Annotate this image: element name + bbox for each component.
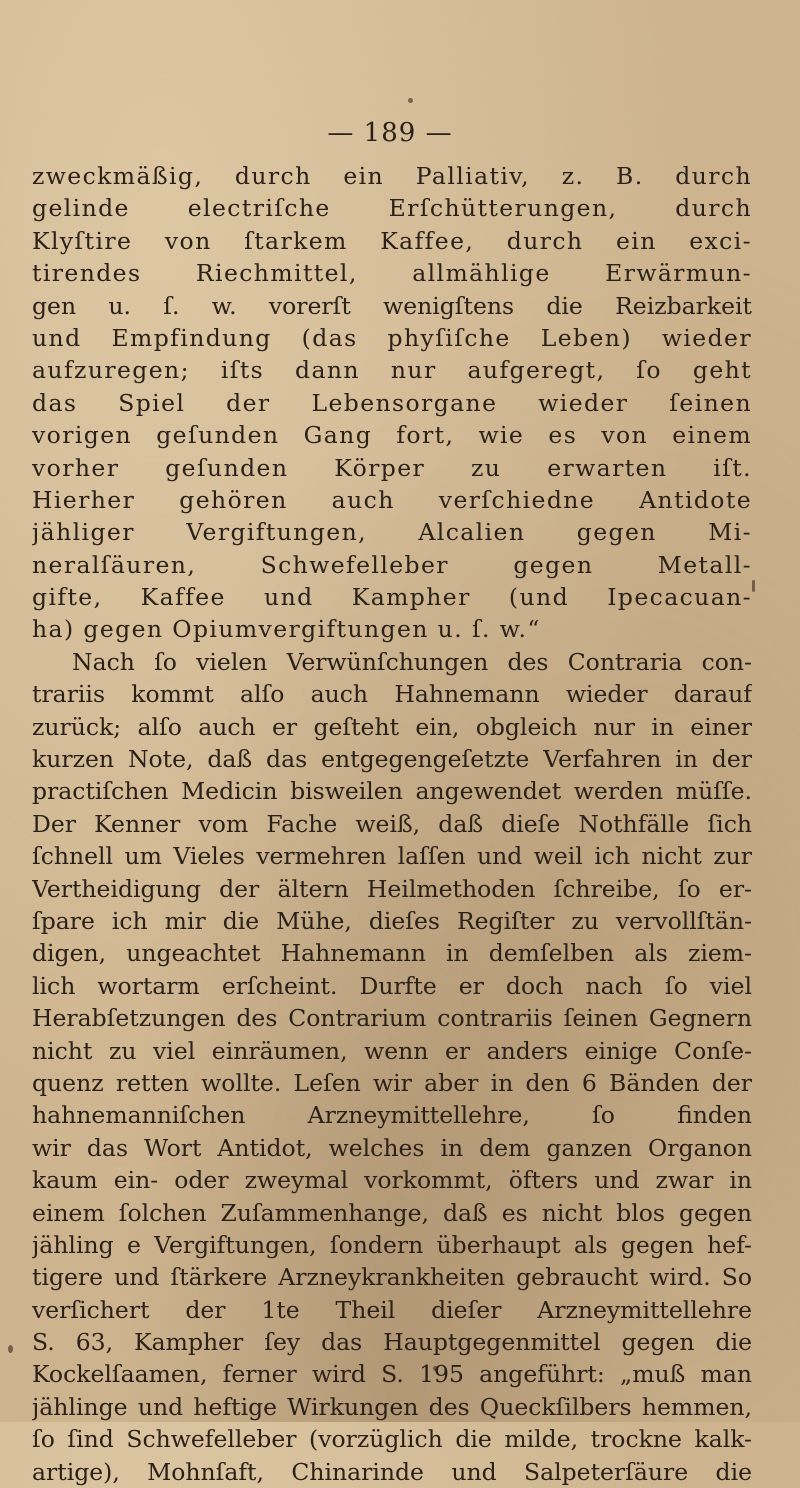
text-line: gelinde electriſche Erſchütterungen, durch bbox=[32, 194, 752, 223]
text-line: trariis kommt alſo auch Hahnemann wieder darauf bbox=[32, 680, 752, 709]
text-line: ſo ſind Schwefelleber (vorzüglich die milde, trockne kalk- bbox=[32, 1425, 752, 1454]
text-line: einem ſolchen Zuſammenhange, daß es nicht blos gegen bbox=[32, 1198, 752, 1227]
text-line: vorher geſunden Körper zu erwarten iſt. bbox=[32, 453, 752, 482]
text-line: Klyſtire von ſtarkem Kaffee, durch ein exci- bbox=[32, 226, 752, 255]
text-line: Vertheidigung der ältern Heilmethoden ſchreibe, ſo er- bbox=[32, 874, 752, 903]
text-line: verſichert der 1te Theil dieſer Arzneymittellehre bbox=[32, 1295, 752, 1324]
text-line: ha) gegen Opiumvergiftungen u. ſ. w.“ bbox=[32, 615, 541, 644]
text-line: und Empfindung (das phyſiſche Leben) wieder bbox=[32, 323, 752, 352]
text-line: Der Kenner vom Fache weiß, daß dieſe Nothfälle ſich bbox=[32, 809, 752, 838]
text-line: Kockelſaamen, ferner wird S. 195 angeführt: „muß man bbox=[32, 1360, 752, 1389]
text-line: tirendes Riechmittel, allmählige Erwärmun- bbox=[32, 259, 752, 288]
text-line: ſchnell um Vieles vermehren laſſen und weil ich nicht zur bbox=[32, 842, 752, 871]
text-line: kaum ein- oder zweymal vorkommt, öfters und zwar in bbox=[32, 1166, 752, 1195]
text-line: practiſchen Medicin bisweilen angewendet werden müſſe. bbox=[32, 777, 752, 806]
text-line: aufzuregen; iſts dann nur aufgeregt, ſo geht bbox=[32, 356, 752, 385]
text-line: vorigen geſunden Gang fort, wie es von einem bbox=[32, 421, 752, 450]
text-line: hahnemanniſchen Arzneymittellehre, ſo finden bbox=[32, 1101, 752, 1130]
text-line: S. 63, Kampher ſey das Hauptgegenmittel gegen die bbox=[32, 1328, 752, 1357]
text-line: zurück; alſo auch er geſteht ein, obgleich nur in einer bbox=[32, 712, 752, 741]
text-line: digen, ungeachtet Hahnemann in demſelben als ziem- bbox=[32, 939, 752, 968]
page-number: — 189 — bbox=[327, 118, 453, 148]
ink-spot bbox=[752, 580, 755, 592]
text-line: lich wortarm erſcheint. Durfte er doch nach ſo viel bbox=[32, 971, 752, 1000]
text-line: das Spiel der Lebensorgane wieder ſeinen bbox=[32, 388, 752, 417]
text-line: gen u. ſ. w. vorerſt wenigſtens die Reizbarkeit bbox=[32, 291, 752, 320]
text-line: quenz retten wollte. Leſen wir aber in den 6 Bänden der bbox=[32, 1068, 752, 1097]
ink-spot bbox=[408, 98, 413, 103]
body-text bbox=[32, 160, 752, 1488]
text-line: Nach ſo vielen Verwünſchungen des Contraria con- bbox=[72, 647, 752, 676]
text-line: Herabſetzungen des Contrarium contrariis ſeinen Gegnern bbox=[32, 1004, 752, 1033]
text-line: tigere und ſtärkere Arzneykrankheiten gebraucht wird. So bbox=[32, 1263, 752, 1292]
text-line: kurzen Note, daß das entgegengeſetzte Verfahren in der bbox=[32, 745, 752, 774]
text-line: jähling e Vergiftungen, ſondern überhaupt als gegen hef- bbox=[32, 1230, 752, 1259]
text-line: neralſäuren, Schwefelleber gegen Metall- bbox=[32, 550, 752, 579]
text-line: jählinge und heftige Wirkungen des Queckſilbers hemmen, bbox=[32, 1392, 752, 1421]
text-line: artige), Mohnſaft, Chinarinde und Salpeterſäure die bbox=[32, 1457, 752, 1486]
text-line: Hierher gehören auch verſchiedne Antidote bbox=[32, 485, 752, 514]
text-line: nicht zu viel einräumen, wenn er anders einige Conſe- bbox=[32, 1036, 752, 1065]
text-line: ſpare ich mir die Mühe, dieſes Regiſter zu vervollſtän- bbox=[32, 906, 752, 935]
ink-spot bbox=[8, 1345, 13, 1353]
text-line: gifte, Kaffee und Kampher (und Ipecacuan- bbox=[32, 583, 752, 612]
text-line: zweckmäßig, durch ein Palliativ, z. B. durch bbox=[32, 162, 752, 190]
text-line: wir das Wort Antidot, welches in dem ganzen Organon bbox=[32, 1133, 752, 1162]
text-line: jähliger Vergiftungen, Alcalien gegen Mi- bbox=[32, 518, 752, 547]
